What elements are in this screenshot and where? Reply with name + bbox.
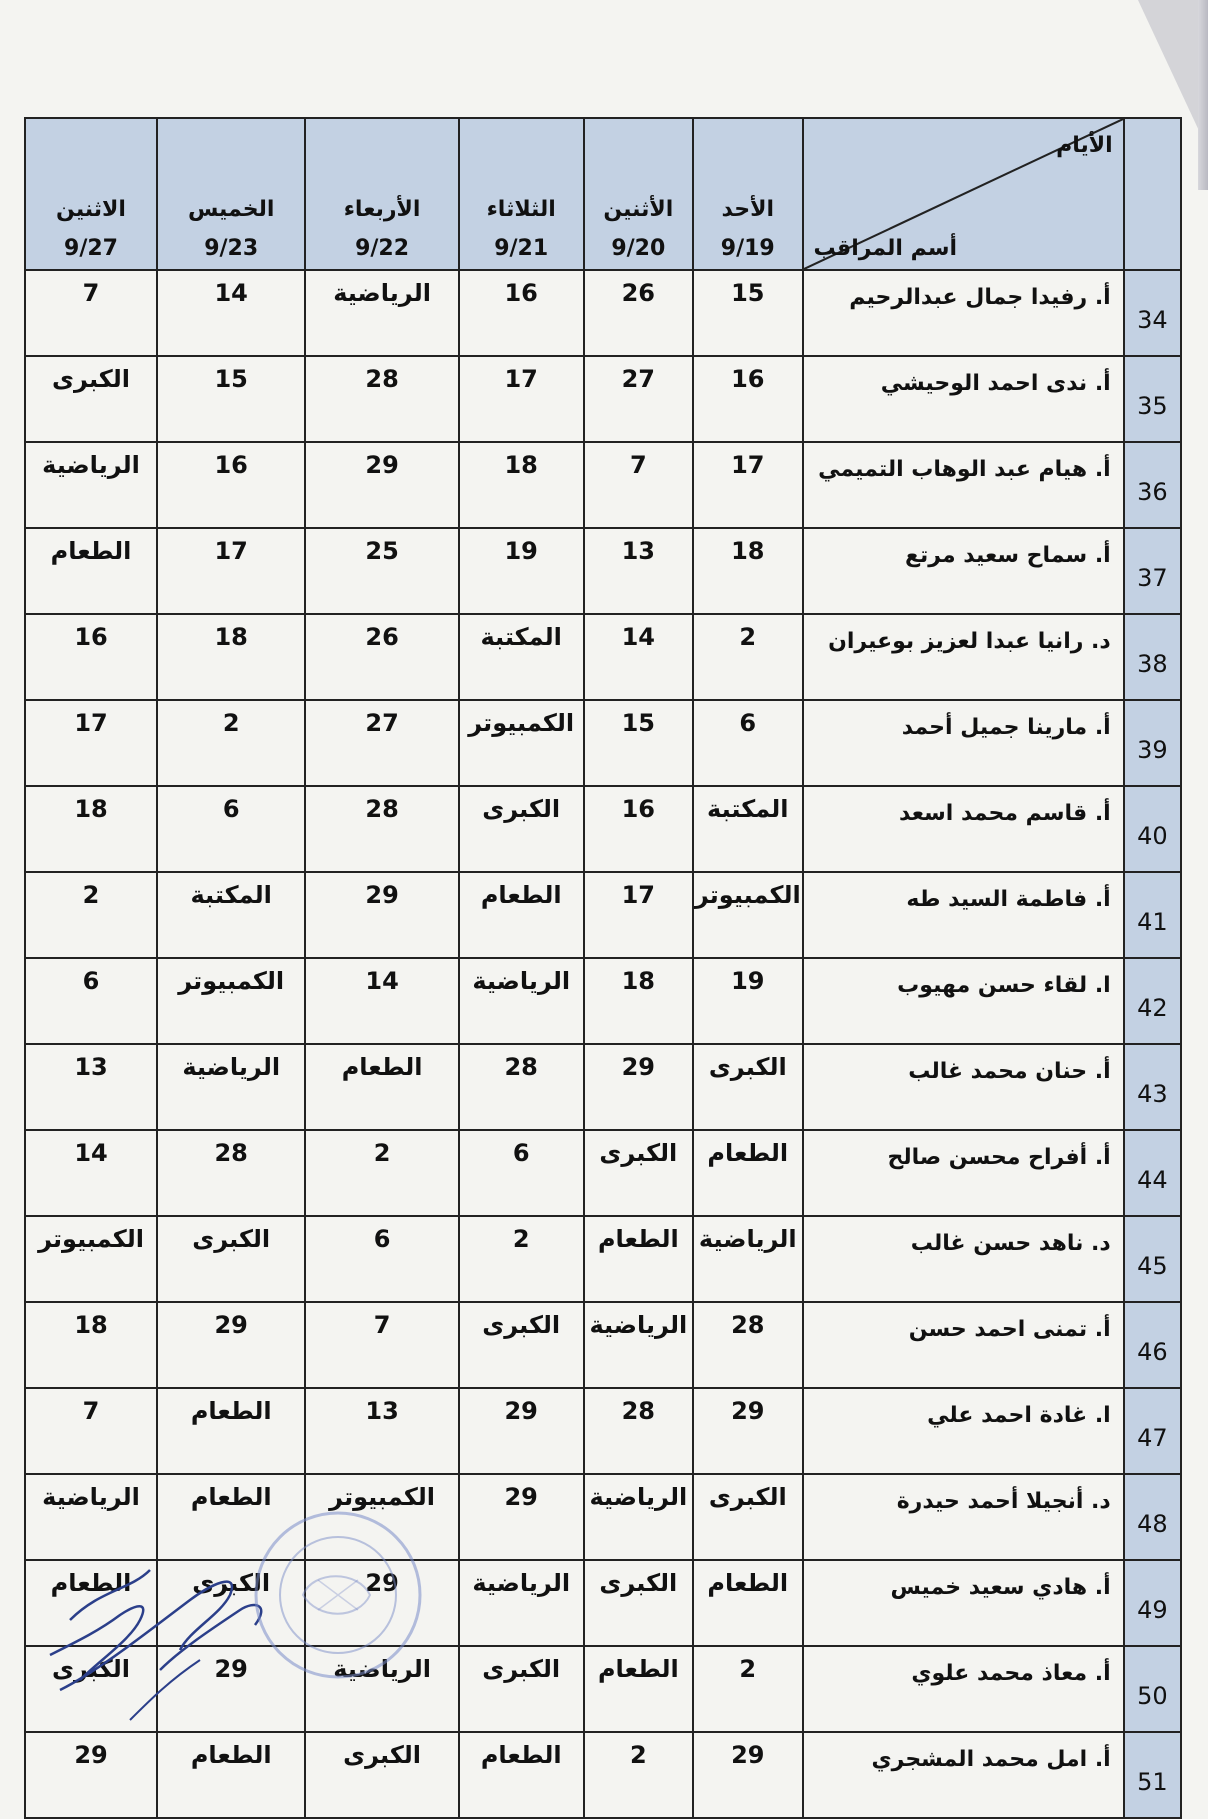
assignment-value: 7 [82, 279, 100, 307]
assignment-cell [584, 614, 693, 700]
row-number: 38 [1124, 614, 1181, 700]
assignment-value: الكمبيوتر [468, 709, 575, 737]
assignment-value: 29 [731, 1741, 765, 1769]
header-days-label: الأيام [1056, 133, 1113, 158]
assignment-cell [584, 1130, 693, 1216]
assignment-cell [459, 442, 584, 528]
assignment-value: 15 [621, 709, 656, 737]
assignment-value: 13 [621, 537, 656, 565]
assignment-value: المكتبة [190, 881, 272, 909]
assignment-cell [25, 614, 157, 700]
assignment-value: 27 [365, 709, 399, 737]
assignment-value: 29 [504, 1397, 538, 1425]
proctor-name: أ. فاطمة السيد طه [803, 872, 1124, 958]
assignment-value: 29 [504, 1483, 538, 1511]
assignment-value: 17 [74, 709, 108, 737]
assignment-value: 26 [621, 279, 656, 307]
assignment-value: الطعام [597, 1225, 679, 1253]
assignment-cell [584, 442, 693, 528]
assignment-value: 18 [621, 967, 656, 995]
assignment-cell [693, 1216, 802, 1302]
assignment-cell [157, 1388, 305, 1474]
proctor-name: أ. امل محمد المشجري [803, 1732, 1124, 1818]
assignment-value: 17 [621, 881, 656, 909]
assignment-cell [584, 1388, 693, 1474]
assignment-value: الكبرى [52, 1655, 130, 1683]
assignment-cell [305, 356, 458, 442]
proctor-name: أ. أفراح محسن صالح [803, 1130, 1124, 1216]
assignment-value: 29 [214, 1655, 248, 1683]
assignment-cell [693, 1044, 802, 1130]
assignment-value: 29 [731, 1397, 765, 1425]
assignment-cell [157, 442, 305, 528]
day-name: الاثنين [56, 197, 126, 222]
assignment-cell [584, 356, 693, 442]
assignment-value: الطعام [190, 1741, 272, 1769]
day-name: الأربعاء [343, 197, 421, 222]
official-stamp [248, 1500, 428, 1690]
assignment-value: 28 [365, 365, 399, 393]
row-number: 51 [1124, 1732, 1181, 1818]
assignment-value: 15 [731, 279, 765, 307]
assignment-cell [305, 1732, 458, 1818]
proctor-name: أ. رفيدا جمال عبدالرحيم [803, 270, 1124, 356]
assignment-cell [459, 786, 584, 872]
assignment-value: 16 [74, 623, 108, 651]
assignment-cell [25, 442, 157, 528]
assignment-cell [693, 786, 802, 872]
table-row [25, 700, 1181, 786]
assignment-value: الطعام [480, 1741, 562, 1769]
assignment-cell [25, 356, 157, 442]
assignment-cell [459, 1732, 584, 1818]
assignment-value: الرياضية [472, 967, 571, 995]
assignment-cell [459, 1216, 584, 1302]
table-row [25, 872, 1181, 958]
assignment-cell [157, 1732, 305, 1818]
assignment-cell [459, 1646, 584, 1732]
assignment-value: المكتبة [707, 795, 789, 823]
assignment-value: 13 [74, 1053, 108, 1081]
assignment-cell [305, 700, 458, 786]
assignment-cell [25, 1732, 157, 1818]
assignment-cell [459, 872, 584, 958]
table-row [25, 614, 1181, 700]
assignment-cell [157, 528, 305, 614]
assignment-value: 6 [512, 1139, 530, 1167]
assignment-cell [305, 1302, 458, 1388]
assignment-value: 19 [731, 967, 765, 995]
assignment-cell [459, 1302, 584, 1388]
assignment-value: 16 [214, 451, 248, 479]
assignment-value: الطعام [480, 881, 562, 909]
assignment-cell [459, 356, 584, 442]
table-row [25, 270, 1181, 356]
proctor-name: د. أنجيلا أحمد حيدرة [803, 1474, 1124, 1560]
assignment-value: 17 [731, 451, 765, 479]
assignment-cell [584, 958, 693, 1044]
assignment-cell [459, 1130, 584, 1216]
table-row [25, 1044, 1181, 1130]
assignment-value: 14 [74, 1139, 108, 1167]
assignment-value: 29 [621, 1053, 656, 1081]
assignment-value: 7 [629, 451, 647, 479]
assignment-value: الكبرى [52, 365, 130, 393]
assignment-value: الكبرى [192, 1569, 271, 1597]
header-day-5 [157, 118, 305, 270]
assignment-value: الطعام [50, 537, 132, 565]
row-number: 44 [1124, 1130, 1181, 1216]
table-row [25, 1216, 1181, 1302]
assignment-value: 2 [629, 1741, 647, 1769]
assignment-cell [25, 700, 157, 786]
header-day-6 [25, 118, 157, 270]
assignment-value: الكبرى [599, 1139, 678, 1167]
table-row [25, 356, 1181, 442]
proctor-name: أ. ندى احمد الوحيشي [803, 356, 1124, 442]
assignment-value: 14 [214, 279, 248, 307]
assignment-cell [584, 872, 693, 958]
assignment-value: 18 [74, 795, 108, 823]
header-day-1 [693, 118, 802, 270]
assignment-value: الطعام [341, 1053, 423, 1081]
table-row [25, 1732, 1181, 1818]
proctor-name: ا. لقاء حسن مهيوب [803, 958, 1124, 1044]
assignment-cell [693, 1646, 802, 1732]
assignment-value: الكمبيوتر [694, 881, 801, 909]
page-edge-shadow [1198, 0, 1208, 190]
assignment-value: 29 [365, 451, 399, 479]
assignment-cell [305, 270, 458, 356]
proctor-name: ا. غادة احمد علي [803, 1388, 1124, 1474]
table-row [25, 1474, 1181, 1560]
assignment-cell [157, 958, 305, 1044]
assignment-cell [157, 270, 305, 356]
assignment-cell [305, 958, 458, 1044]
day-date: 9/21 [494, 236, 549, 261]
assignment-cell [459, 1044, 584, 1130]
assignment-cell [459, 1474, 584, 1560]
assignment-value: 14 [365, 967, 399, 995]
day-date: 9/20 [611, 236, 666, 261]
row-number: 49 [1124, 1560, 1181, 1646]
day-date: 9/27 [64, 236, 118, 261]
assignment-value: 19 [504, 537, 538, 565]
assignment-value: الرياضية [589, 1311, 688, 1339]
proctor-name: أ. قاسم محمد اسعد [803, 786, 1124, 872]
assignment-cell [305, 1044, 458, 1130]
assignment-value: 18 [74, 1311, 108, 1339]
assignment-value: الكمبيوتر [38, 1225, 144, 1253]
row-number: 35 [1124, 356, 1181, 442]
table-row [25, 958, 1181, 1044]
assignment-cell [459, 1388, 584, 1474]
assignment-value: الطعام [190, 1483, 272, 1511]
assignment-cell [693, 442, 802, 528]
day-name: الثلاثاء [486, 197, 556, 222]
assignment-cell [693, 356, 802, 442]
assignment-value: الكمبيوتر [178, 967, 285, 995]
assignment-value: الكبرى [482, 1311, 561, 1339]
assignment-value: 6 [373, 1225, 391, 1253]
day-name: الأثنين [603, 197, 674, 222]
assignment-value: الكبرى [708, 1053, 787, 1081]
assignment-value: الرياضية [333, 279, 431, 307]
assignment-cell [305, 442, 458, 528]
assignment-cell [584, 1474, 693, 1560]
table-header-row [25, 118, 1181, 270]
assignment-cell [305, 1216, 458, 1302]
assignment-value: الكبرى [708, 1483, 787, 1511]
assignment-value: الطعام [597, 1655, 679, 1683]
assignment-cell [693, 872, 802, 958]
assignment-value: 7 [82, 1397, 100, 1425]
proctor-name: أ. مارينا جميل أحمد [803, 700, 1124, 786]
assignment-value: الرياضية [698, 1225, 797, 1253]
assignment-cell [459, 528, 584, 614]
assignment-value: 2 [739, 623, 757, 651]
table-row [25, 1302, 1181, 1388]
assignment-cell [157, 786, 305, 872]
assignment-cell [25, 786, 157, 872]
assignment-value: الكبرى [343, 1741, 422, 1769]
assignment-value: 28 [504, 1053, 538, 1081]
table-row [25, 442, 1181, 528]
assignment-cell [693, 958, 802, 1044]
proctor-name: أ. سماح سعيد مرتع [803, 528, 1124, 614]
assignment-cell [584, 1732, 693, 1818]
row-number: 46 [1124, 1302, 1181, 1388]
assignment-value: الطعام [190, 1397, 272, 1425]
assignment-cell [305, 1388, 458, 1474]
assignment-cell [584, 700, 693, 786]
assignment-value: 25 [365, 537, 399, 565]
row-number: 45 [1124, 1216, 1181, 1302]
proctor-name: د. ناهد حسن غالب [803, 1216, 1124, 1302]
proctor-name: د. رانيا عبدا لعزيز بوعيران [803, 614, 1124, 700]
assignment-cell [459, 958, 584, 1044]
assignment-value: 17 [214, 537, 248, 565]
table-row [25, 1388, 1181, 1474]
assignment-value: 28 [365, 795, 399, 823]
row-number: 34 [1124, 270, 1181, 356]
assignment-cell [693, 1560, 802, 1646]
assignment-cell [693, 1302, 802, 1388]
assignment-value: 28 [731, 1311, 765, 1339]
assignment-value: الكبرى [482, 795, 561, 823]
proctor-name: أ. معاذ محمد علوي [803, 1646, 1124, 1732]
row-number: 41 [1124, 872, 1181, 958]
assignment-value: 2 [739, 1655, 757, 1683]
assignment-cell [25, 528, 157, 614]
assignment-value: 13 [365, 1397, 399, 1425]
assignment-value: 6 [739, 709, 757, 737]
assignment-value: الكبرى [482, 1655, 561, 1683]
assignment-value: 16 [504, 279, 538, 307]
proctor-name: أ. هيام عبد الوهاب التميمي [803, 442, 1124, 528]
assignment-value: 2 [222, 709, 240, 737]
assignment-cell [305, 1130, 458, 1216]
header-day-4 [305, 118, 458, 270]
assignment-value: 14 [621, 623, 656, 651]
assignment-value: الكبرى [192, 1225, 271, 1253]
assignment-cell [693, 1732, 802, 1818]
assignment-value: الرياضية [42, 451, 140, 479]
assignment-value: 2 [82, 881, 100, 909]
assignment-value: 29 [214, 1311, 248, 1339]
row-number: 42 [1124, 958, 1181, 1044]
assignment-value: الطعام [707, 1139, 789, 1167]
assignment-value: 18 [731, 537, 765, 565]
assignment-value: 28 [621, 1397, 656, 1425]
assignment-cell [459, 270, 584, 356]
row-number: 36 [1124, 442, 1181, 528]
assignment-value: 26 [365, 623, 399, 651]
assignment-value: 6 [82, 967, 100, 995]
day-name: الأحد [721, 197, 775, 222]
assignment-value: 29 [74, 1741, 108, 1769]
assignment-cell [25, 1474, 157, 1560]
assignment-value: 2 [373, 1139, 391, 1167]
assignment-value: الطعام [707, 1569, 789, 1597]
table-row [25, 528, 1181, 614]
assignment-cell [693, 1388, 802, 1474]
assignment-value: 15 [214, 365, 248, 393]
table-row [25, 786, 1181, 872]
assignment-cell [693, 270, 802, 356]
assignment-value: الرياضية [472, 1569, 571, 1597]
assignment-cell [459, 1560, 584, 1646]
header-number-cell [1124, 118, 1181, 270]
assignment-cell [25, 1130, 157, 1216]
row-number: 47 [1124, 1388, 1181, 1474]
assignment-cell [157, 1130, 305, 1216]
day-date: 9/22 [355, 236, 410, 261]
assignment-cell [157, 700, 305, 786]
assignment-value: 2 [512, 1225, 530, 1253]
assignment-cell [305, 786, 458, 872]
assignment-cell [157, 1302, 305, 1388]
assignment-cell [693, 614, 802, 700]
assignment-cell [693, 1130, 802, 1216]
proctor-name: أ. حنان محمد غالب [803, 1044, 1124, 1130]
assignment-cell [584, 270, 693, 356]
assignment-cell [459, 700, 584, 786]
assignment-value: الرياضية [182, 1053, 281, 1081]
assignment-value: 18 [214, 623, 248, 651]
assignment-cell [157, 614, 305, 700]
assignment-cell [25, 872, 157, 958]
assignment-value: الطعام [50, 1569, 132, 1597]
proctor-name: أ. تمنى احمد حسن [803, 1302, 1124, 1388]
row-number: 50 [1124, 1646, 1181, 1732]
assignment-cell [584, 1646, 693, 1732]
assignment-value: 27 [621, 365, 656, 393]
assignment-value: 6 [222, 795, 240, 823]
assignment-cell [584, 1044, 693, 1130]
assignment-cell [459, 614, 584, 700]
assignment-cell [25, 1044, 157, 1130]
assignment-cell [305, 614, 458, 700]
assignment-value: الكبرى [599, 1569, 678, 1597]
row-number: 40 [1124, 786, 1181, 872]
assignment-value: 7 [373, 1311, 391, 1339]
assignment-cell [157, 1044, 305, 1130]
assignment-value: الرياضية [333, 1655, 431, 1683]
assignment-value: 29 [365, 881, 399, 909]
assignment-cell [157, 1216, 305, 1302]
assignment-cell [584, 528, 693, 614]
assignment-value: 17 [504, 365, 538, 393]
assignment-value: الرياضية [589, 1483, 688, 1511]
proctor-name: أ. هادي سعيد خميس [803, 1560, 1124, 1646]
assignment-cell [157, 356, 305, 442]
assignment-value: 16 [731, 365, 765, 393]
assignment-cell [693, 528, 802, 614]
assignment-cell [584, 1216, 693, 1302]
assignment-cell [584, 786, 693, 872]
assignment-value: 28 [214, 1139, 248, 1167]
assignment-cell [693, 700, 802, 786]
assignment-cell [25, 1216, 157, 1302]
day-date: 9/19 [720, 236, 775, 261]
day-date: 9/23 [204, 236, 259, 261]
header-day-2 [584, 118, 693, 270]
assignment-cell [584, 1302, 693, 1388]
row-number: 43 [1124, 1044, 1181, 1130]
assignment-value: الرياضية [42, 1483, 140, 1511]
assignment-cell [25, 958, 157, 1044]
assignment-value: الكمبيوتر [329, 1483, 436, 1511]
row-number: 39 [1124, 700, 1181, 786]
assignment-cell [25, 1388, 157, 1474]
assignment-cell [157, 872, 305, 958]
assignment-cell [25, 1302, 157, 1388]
assignment-value: 29 [365, 1569, 399, 1597]
assignment-cell [693, 1474, 802, 1560]
row-number: 37 [1124, 528, 1181, 614]
handwritten-signature [40, 1560, 280, 1730]
assignment-value: 16 [621, 795, 656, 823]
assignment-cell [584, 1560, 693, 1646]
assignment-cell [305, 872, 458, 958]
assignment-value: 18 [504, 451, 538, 479]
header-day-3 [459, 118, 584, 270]
assignment-cell [305, 528, 458, 614]
row-number: 48 [1124, 1474, 1181, 1560]
assignment-value: المكتبة [480, 623, 562, 651]
day-name: الخميس [187, 197, 275, 222]
header-name-label: أسم المراقب [813, 236, 958, 261]
assignment-cell [25, 270, 157, 356]
header-corner-cell [803, 118, 1124, 270]
table-row [25, 1130, 1181, 1216]
